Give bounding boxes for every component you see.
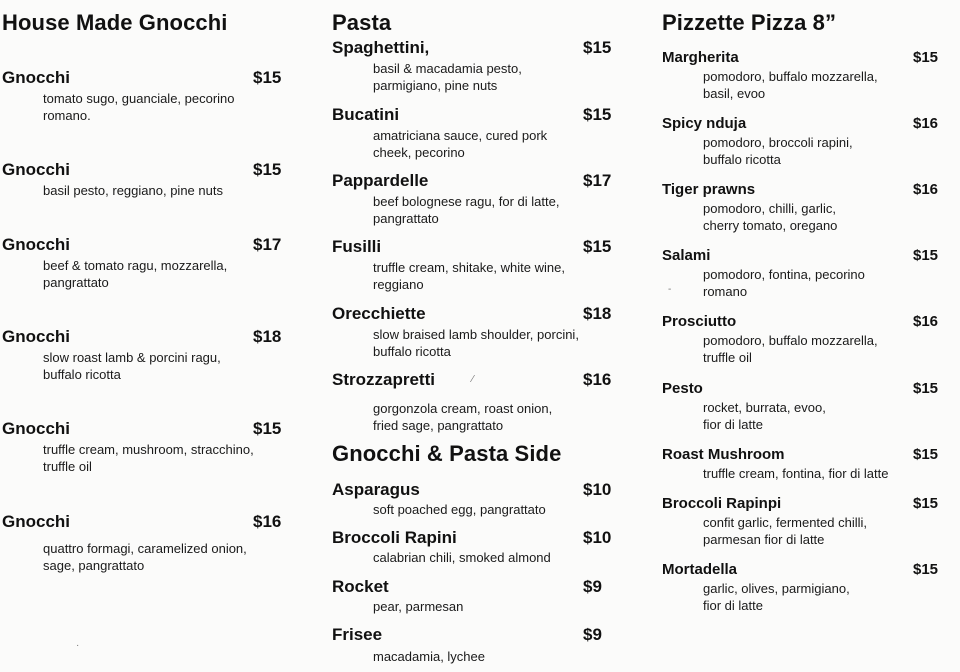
- item-description-line-1: rocket, burrata, evoo,: [703, 400, 826, 415]
- gnocchi-item-3: [0, 235, 300, 290]
- gnocchi-item-2: [0, 160, 300, 198]
- item-description-line-1: beef bolognese ragu, for di latte,: [373, 194, 560, 209]
- item-price: $15: [253, 419, 282, 438]
- item-description-line-1: pomodoro, buffalo mozzarella,: [703, 333, 878, 348]
- item-price: $9: [583, 625, 602, 644]
- pasta-column: [330, 0, 630, 672]
- item-price: $10: [583, 528, 612, 547]
- pizza-item-2: [660, 115, 960, 167]
- item-name: Gnocchi: [2, 68, 71, 87]
- item-name: Margherita: [662, 49, 739, 66]
- item-price: $15: [253, 160, 282, 179]
- item-price: $15: [913, 446, 939, 463]
- item-description-line-1: pomodoro, chilli, garlic,: [703, 201, 836, 216]
- item-name: Salami: [662, 247, 711, 264]
- item-description-line-2: sage, pangrattato: [43, 558, 145, 573]
- item-name: Bucatini: [332, 105, 400, 124]
- item-price: $16: [913, 181, 939, 198]
- item-name: Pesto: [662, 380, 703, 397]
- item-name: Gnocchi: [2, 512, 71, 531]
- item-name: Pappardelle: [332, 171, 429, 190]
- pasta-item-2: [330, 105, 630, 160]
- item-name: Roast Mushroom: [662, 446, 785, 463]
- pasta-item-3: [330, 171, 630, 226]
- item-price: $18: [253, 327, 282, 346]
- item-description-line-1: macadamia, lychee: [373, 649, 485, 664]
- item-description-line-1: soft poached egg, pangrattato: [373, 502, 546, 517]
- item-name: Gnocchi: [2, 235, 71, 254]
- scan-speck: ·: [76, 640, 80, 651]
- item-name: Mortadella: [662, 561, 738, 578]
- side-item-2: [330, 528, 630, 565]
- item-name: Spicy nduja: [662, 115, 747, 132]
- item-description-line-1: truffle cream, mushroom, stracchino,: [43, 442, 254, 457]
- item-name: Broccoli Rapini: [332, 528, 457, 547]
- item-price: $18: [583, 304, 612, 323]
- item-name: Prosciutto: [662, 313, 737, 330]
- sides-section-title: Gnocchi & Pasta Side: [332, 441, 562, 466]
- item-description-line-1: slow roast lamb & porcini ragu,: [43, 350, 221, 365]
- item-description-line-1: amatriciana sauce, cured pork: [373, 128, 548, 143]
- pasta-item-1: [330, 38, 630, 93]
- item-name: Frisee: [332, 625, 383, 644]
- gnocchi-item-4: [0, 327, 300, 382]
- pasta-item-5: [330, 304, 630, 359]
- item-description-line-2: buffalo ricotta: [43, 367, 121, 382]
- item-price: $15: [583, 105, 612, 124]
- pizza-item-5: [660, 313, 960, 365]
- pizza-column: [660, 0, 960, 672]
- item-description-line-2: reggiano: [373, 277, 424, 292]
- item-price: $17: [583, 171, 612, 190]
- item-description-line-1: pomodoro, fontina, pecorino: [703, 267, 865, 282]
- item-price: $16: [913, 115, 939, 132]
- item-price: $15: [913, 495, 939, 512]
- item-price: $16: [253, 512, 282, 531]
- item-description-line-1: truffle cream, fontina, fior di latte: [703, 466, 889, 481]
- item-price: $16: [583, 370, 612, 389]
- item-description-line-2: cherry tomato, oregano: [703, 218, 838, 233]
- item-name: Gnocchi: [2, 160, 71, 179]
- side-item-3: [330, 577, 630, 614]
- item-price: $17: [253, 235, 282, 254]
- item-name: Orecchiette: [332, 304, 426, 323]
- pizza-item-8: [660, 495, 960, 547]
- item-description-line-1: garlic, olives, parmigiano,: [703, 581, 850, 596]
- gnocchi-item-6: [0, 512, 300, 573]
- side-item-1: [330, 480, 630, 517]
- item-price: $15: [913, 247, 939, 264]
- gnocchi-item-5: [0, 419, 300, 474]
- pizza-item-6: [660, 380, 960, 432]
- item-description-line-2: buffalo ricotta: [703, 152, 781, 167]
- item-price: $15: [583, 38, 612, 57]
- item-name: Gnocchi: [2, 327, 71, 346]
- pizza-section-title: Pizzette Pizza 8”: [662, 10, 837, 35]
- item-description-line-1: calabrian chili, smoked almond: [373, 550, 551, 565]
- item-description-line-1: confit garlic, fermented chilli,: [703, 515, 868, 530]
- item-price: $15: [913, 380, 939, 397]
- item-description-line-2: cheek, pecorino: [373, 145, 465, 160]
- item-description-line-1: basil pesto, reggiano, pine nuts: [43, 183, 223, 198]
- item-description-line-2: truffle oil: [703, 350, 752, 365]
- gnocchi-column: [0, 0, 300, 672]
- item-description-line-2: romano: [703, 284, 748, 299]
- item-description-line-1: pomodoro, buffalo mozzarella,: [703, 69, 878, 84]
- item-description-line-2: romano.: [43, 108, 91, 123]
- pasta-section-title: Pasta: [332, 10, 392, 35]
- item-description-line-1: pomodoro, broccoli rapini,: [703, 135, 853, 150]
- item-description-line-2: parmigiano, pine nuts: [373, 78, 498, 93]
- pizza-item-1: [660, 49, 960, 101]
- scan-speck: ‐: [668, 284, 672, 295]
- item-price: $15: [913, 561, 939, 578]
- item-description-line-2: buffalo ricotta: [373, 344, 451, 359]
- gnocchi-item-1: [0, 68, 300, 123]
- item-price: $10: [583, 480, 612, 499]
- item-description-line-2: truffle oil: [43, 459, 92, 474]
- item-description-line-1: beef & tomato ragu, mozzarella,: [43, 258, 228, 273]
- item-name: Broccoli Rapinpi: [662, 495, 782, 512]
- pizza-item-9: [660, 561, 960, 613]
- item-name: Gnocchi: [2, 419, 71, 438]
- item-price: $9: [583, 577, 602, 596]
- item-description-line-2: pangrattato: [373, 211, 439, 226]
- item-name: Rocket: [332, 577, 389, 596]
- item-description-line-2: fried sage, pangrattato: [373, 418, 504, 433]
- item-name: Tiger prawns: [662, 181, 756, 198]
- item-description-line-1: gorgonzola cream, roast onion,: [373, 401, 553, 416]
- item-name: Fusilli: [332, 237, 382, 256]
- item-price: $15: [913, 49, 939, 66]
- side-item-4: [330, 625, 630, 664]
- pizza-item-7: [660, 446, 960, 481]
- item-description-line-1: quattro formagi, caramelized onion,: [43, 541, 247, 556]
- item-description-line-2: parmesan fior di latte: [703, 532, 825, 547]
- item-description-line-1: basil & macadamia pesto,: [373, 61, 522, 76]
- pasta-item-4: [330, 237, 630, 292]
- item-description-line-2: pangrattato: [43, 275, 109, 290]
- item-description-line-1: pear, parmesan: [373, 599, 464, 614]
- pizza-item-4: [660, 247, 960, 299]
- item-price: $16: [913, 313, 939, 330]
- pizza-item-3: [660, 181, 960, 233]
- item-description-line-2: fior di latte: [703, 417, 763, 432]
- item-name: Spaghettini,: [332, 38, 430, 57]
- item-description-line-2: basil, evoo: [703, 86, 766, 101]
- item-name: Asparagus: [332, 480, 420, 499]
- item-price: $15: [583, 237, 612, 256]
- pasta-item-6: [330, 370, 630, 433]
- item-description-line-1: slow braised lamb shoulder, porcini,: [373, 327, 579, 342]
- scan-speck: ⁄: [472, 374, 474, 385]
- item-description-line-1: truffle cream, shitake, white wine,: [373, 260, 565, 275]
- gnocchi-section-title: House Made Gnocchi: [2, 10, 228, 35]
- item-description-line-2: fior di latte: [703, 598, 763, 613]
- item-description-line-1: tomato sugo, guanciale, pecorino: [43, 91, 235, 106]
- item-name: Strozzapretti: [332, 370, 435, 389]
- item-price: $15: [253, 68, 282, 87]
